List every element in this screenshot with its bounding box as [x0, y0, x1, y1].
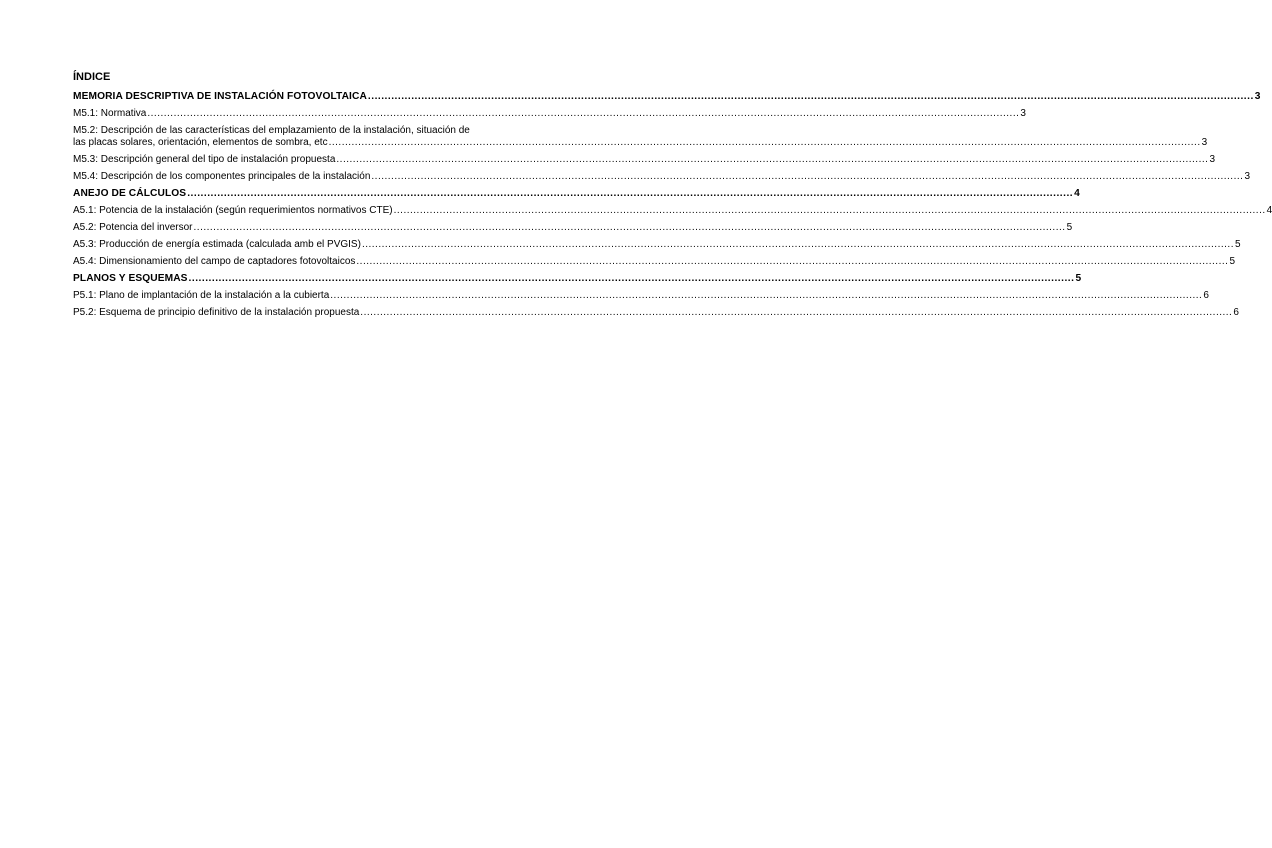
- dot-leader: [368, 91, 1254, 103]
- toc-entry-a5-2[interactable]: [73, 222, 1073, 234]
- toc-entry-label: M5.4: Descripción de los componentes principales de la instalación: [73, 171, 371, 182]
- toc-entry-page: 5: [1234, 239, 1241, 250]
- toc-entry-anejo[interactable]: [73, 188, 1080, 200]
- dot-leader: [394, 205, 1266, 217]
- toc-entry-p5-1[interactable]: [73, 290, 1209, 302]
- dot-leader: [189, 273, 1075, 285]
- toc-entry-m5-4[interactable]: [73, 171, 1250, 183]
- toc-entry-page: 5: [1066, 222, 1073, 233]
- toc-entry-p5-2[interactable]: [73, 307, 1239, 319]
- toc-entry-m5-2[interactable]: [73, 125, 1208, 149]
- toc-entry-label: A5.4: Dimensionamiento del campo de captadores fotovoltaicos: [73, 256, 356, 267]
- dot-leader: [330, 290, 1202, 302]
- dot-leader: [329, 137, 1201, 149]
- toc-entry-m5-3[interactable]: [73, 154, 1215, 166]
- dot-leader: [194, 222, 1066, 234]
- toc-entry-label: PLANOS Y ESQUEMAS: [73, 273, 188, 284]
- toc-entry-page: 5: [1075, 273, 1082, 284]
- toc-entry-memoria[interactable]: [73, 91, 1261, 103]
- toc-entry-label: M5.1: Normativa: [73, 108, 147, 119]
- toc-entry-page: 4: [1074, 188, 1080, 199]
- toc-entry-planos[interactable]: [73, 273, 1082, 285]
- toc-title: ÍNDICE: [73, 71, 111, 83]
- toc-entry-page: 3: [1209, 154, 1215, 165]
- toc-entry-label: MEMORIA DESCRIPTIVA DE INSTALACIÓN FOTOVOLTAICA: [73, 91, 367, 102]
- toc-entry-page: 3: [1254, 91, 1261, 102]
- toc-entry-label-line1: M5.2: Descripción de las características del emplazamiento de la instalación, situación de: [73, 125, 470, 136]
- toc-entry-page: 5: [1229, 256, 1235, 267]
- toc-entry-label: P5.2: Esquema de principio definitivo de la instalación propuesta: [73, 307, 360, 318]
- toc-entry-label: P5.1: Plano de implantación de la instalación a la cubierta: [73, 290, 330, 301]
- toc-entry-page: 3: [1201, 137, 1208, 148]
- dot-leader: [371, 171, 1243, 183]
- toc-entry-a5-3[interactable]: [73, 239, 1241, 251]
- toc-entry-a5-1[interactable]: [73, 205, 1272, 217]
- table-of-contents: [73, 91, 1272, 319]
- toc-entry-label: las placas solares, orientación, elementos de sombra, etc: [73, 137, 328, 148]
- document-page: [73, 70, 1272, 324]
- toc-entry-a5-4[interactable]: [73, 256, 1235, 268]
- toc-entry-page: 3: [1244, 171, 1250, 182]
- dot-leader: [362, 239, 1234, 251]
- toc-entry-label: ANEJO DE CÁLCULOS: [73, 188, 187, 199]
- toc-entry-page: 6: [1233, 307, 1239, 318]
- dot-leader: [356, 256, 1228, 268]
- toc-entry-label: A5.2: Potencia del inversor: [73, 222, 193, 233]
- toc-entry-label: A5.1: Potencia de la instalación (según requerimientos normativos CTE): [73, 205, 393, 216]
- toc-entry-page: 6: [1203, 290, 1209, 301]
- dot-leader: [360, 307, 1232, 319]
- dot-leader: [147, 108, 1019, 120]
- toc-entry-page: 3: [1020, 108, 1026, 119]
- toc-entry-page: 4: [1266, 205, 1272, 216]
- toc-entry-m5-1[interactable]: [73, 108, 1026, 120]
- dot-leader: [187, 188, 1073, 200]
- toc-entry-label: A5.3: Producción de energía estimada (calculada amb el PVGIS): [73, 239, 361, 250]
- dot-leader: [336, 154, 1208, 166]
- toc-entry-label: M5.3: Descripción general del tipo de instalación propuesta: [73, 154, 336, 165]
